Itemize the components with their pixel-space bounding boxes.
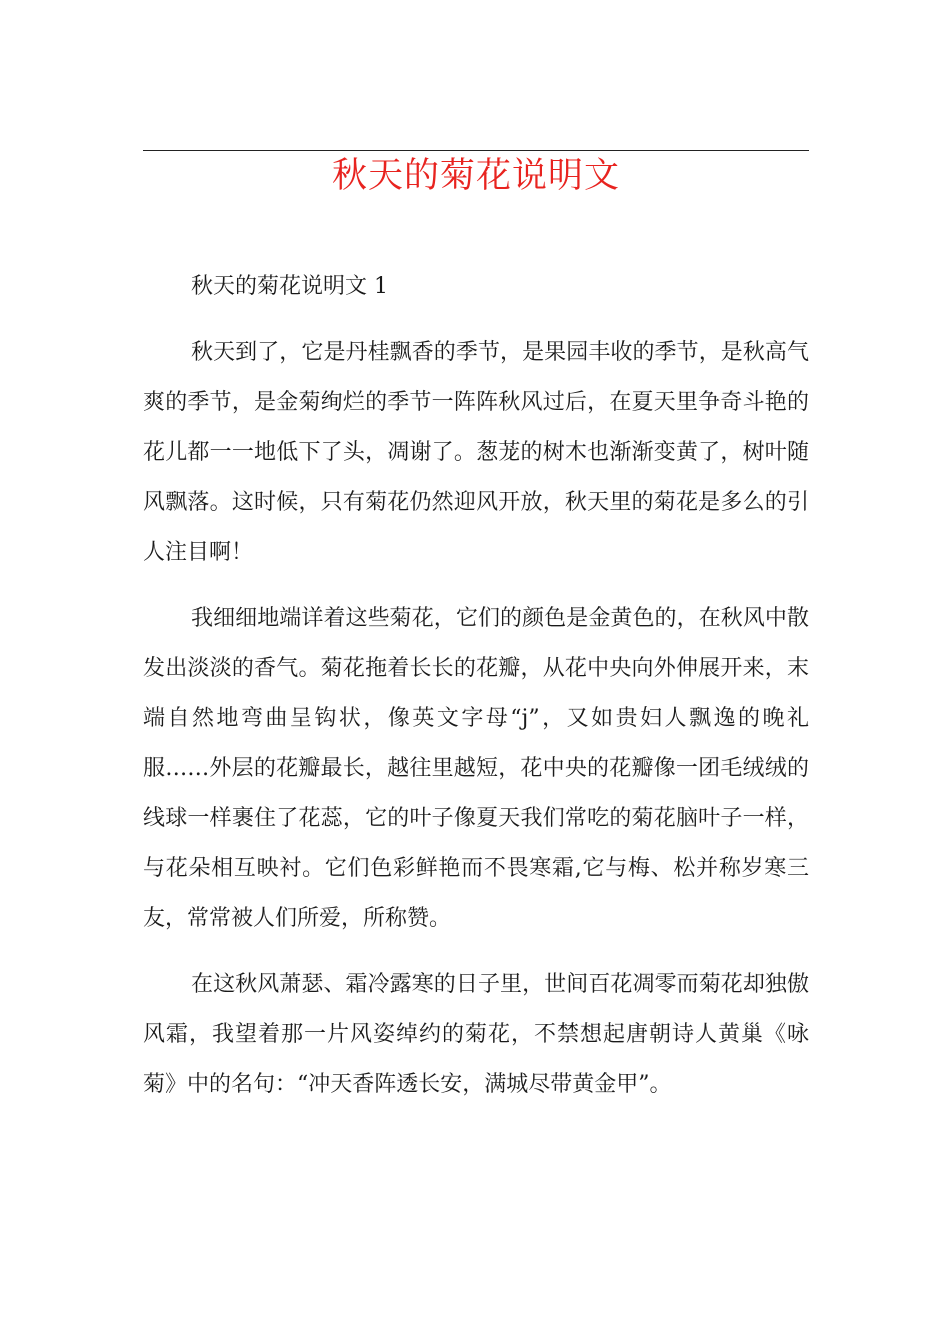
paragraph-1: 秋天到了，它是丹桂飘香的季节，是果园丰收的季节，是秋高气爽的季节，是金菊绚烂的季节一阵阵秋风过后，在夏天里争奇斗艳的花儿都一一地低下了头，凋谢了。葱茏的树木也渐渐变黄了，树叶随风飘落。这时候，只有菊花仍然迎风开放，秋天里的菊花是多么的引人注目啊！ bbox=[143, 340, 809, 565]
document-title: 秋天的菊花说明文 bbox=[331, 156, 620, 196]
paragraph-2: 我细细地端详着这些菊花，它们的颜色是金黄色的，在秋风中散发出淡淡的香气。菊花拖着长长的花瓣，从花中央向外伸展开来，末端自然地弯曲呈钩状，像英文字母“j”，又如贵妇人飘逸的晚礼服……外层的花瓣最长，越往里越短，花中央的花瓣像一团毛绒绒的线球一样裹住了花蕊，它的叶子像夏天我们常吃的菊花脑叶子一样，与花朵相互映衬。它们色彩鲜艳而不畏寒霜,它与梅、松并称岁寒三友，常常被人们所爱，所称赞。 bbox=[143, 606, 809, 931]
paragraph-3: 在这秋风萧瑟、霜冷露寒的日子里，世间百花凋零而菊花却独傲风霜，我望着那一片风姿绰约的菊花，不禁想起唐朝诗人黄巢《咏菊》中的名句：“冲天香阵透长安，满城尽带黄金甲”。 bbox=[143, 972, 809, 1097]
header-rule bbox=[143, 150, 809, 151]
section-heading: 秋天的菊花说明文 1 bbox=[191, 274, 388, 299]
document-body bbox=[143, 262, 809, 1110]
